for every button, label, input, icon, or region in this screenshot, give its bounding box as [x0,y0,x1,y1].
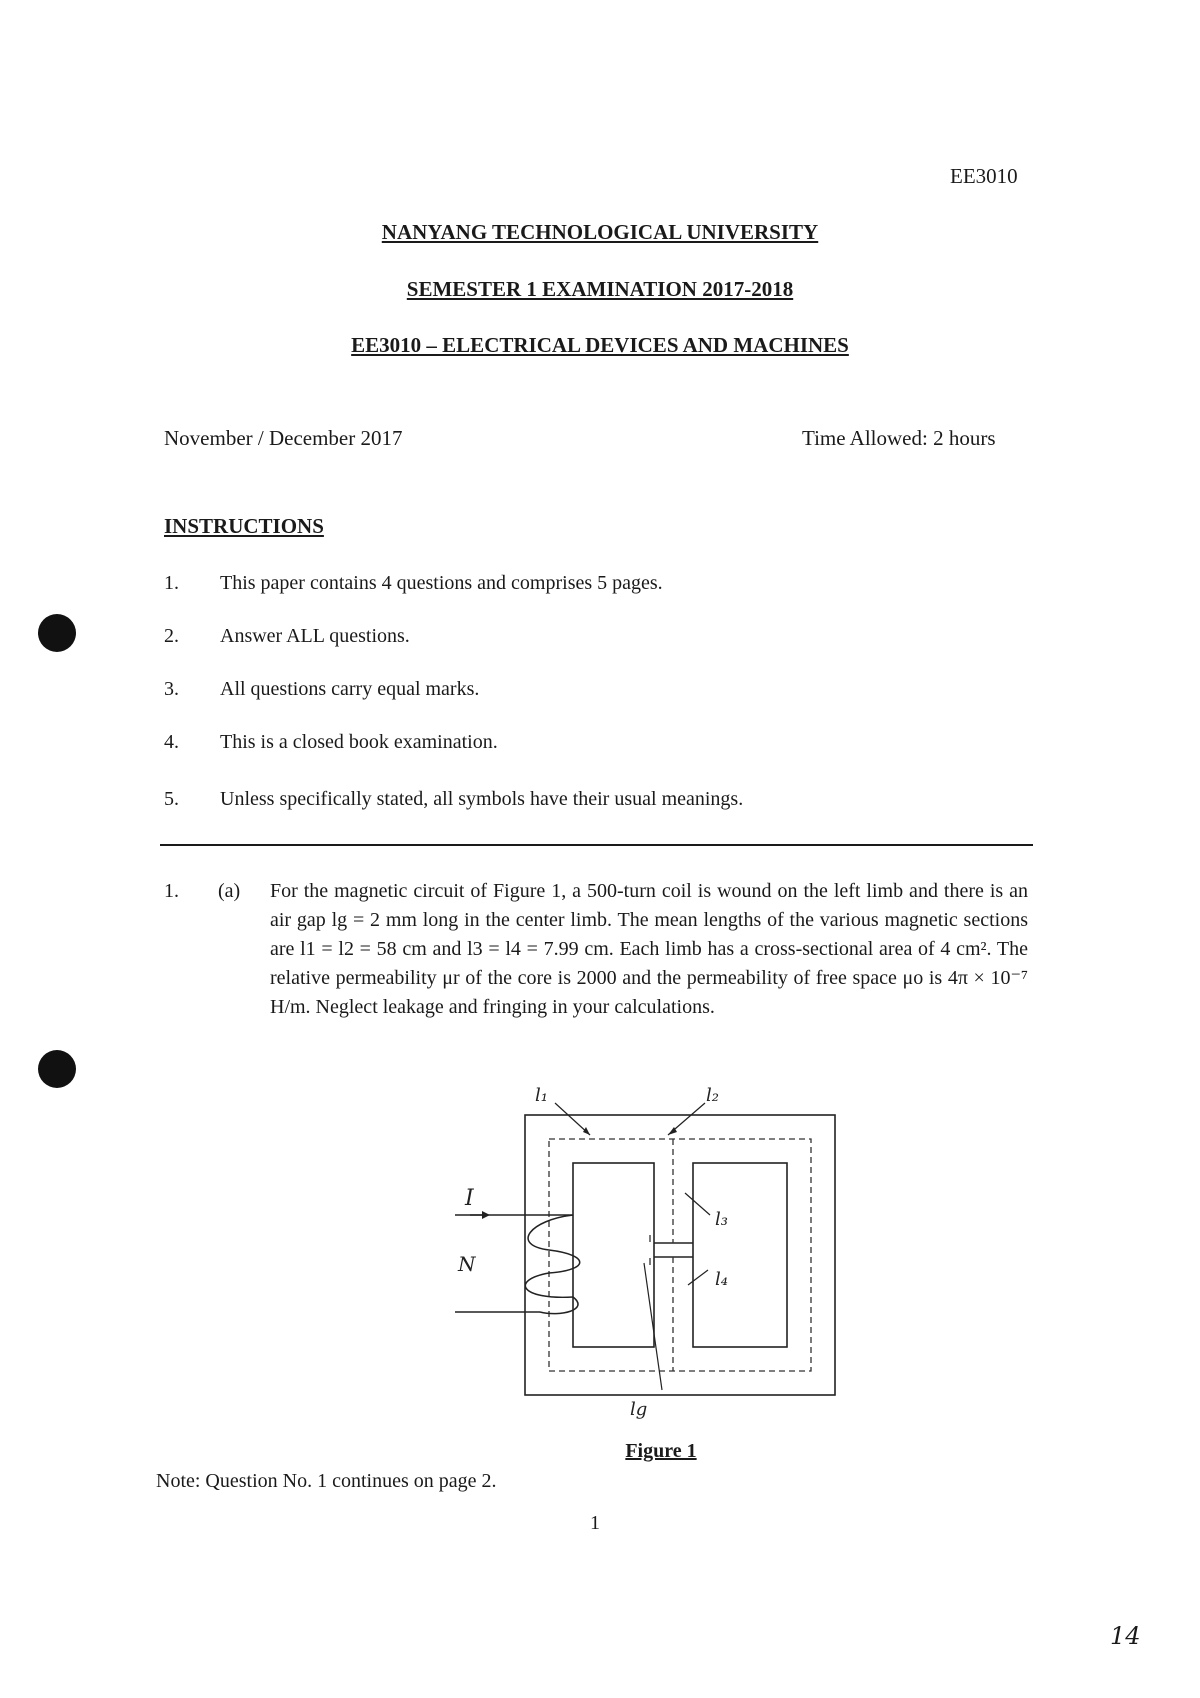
instruction-text: Answer ALL questions. [220,625,410,647]
instruction-number: 3. [164,678,179,700]
instruction-number: 5. [164,788,179,810]
semester-title: SEMESTER 1 EXAMINATION 2017-2018 [406,277,794,301]
instruction-text: Unless specifically stated, all symbols have their usual meanings. [220,788,744,810]
l1-arrow-head [583,1127,590,1135]
punch-hole [38,1050,76,1088]
label-lg: lg [630,1399,648,1420]
handwritten-mark: 14 [1110,1622,1141,1650]
instruction-text: This is a closed book examination. [220,731,498,753]
course-title: EE3010 – ELECTRICAL DEVICES AND MACHINES [351,333,849,357]
time-allowed: Time Allowed: 2 hours [802,426,996,450]
magnetic-circuit-diagram [440,1085,860,1430]
instructions-title: INSTRUCTIONS [164,514,324,538]
course-code: EE3010 [950,164,1018,188]
label-l1: l₁ [535,1085,548,1106]
instruction-number: 1. [164,572,179,594]
question-text: For the magnetic circuit of Figure 1, a 500-turn coil is wound on the left limb and there is an air gap lg = 2 mm long in the center limb. The mean lengths of the various magnetic sections are l1 = l2 = 58 cm and l3 = l4 = 7.99 cm. Each limb has a cross-sectional area of 4 cm². The relative permeability μr of the core is 2000 and the permeability of free space μo is 4π × 10⁻⁷ H/m. Neglect leakage and fringing in your calculations. [270,880,1028,1018]
question-number: 1. [164,880,179,902]
instruction-text: This paper contains 4 questions and comprises 5 pages. [220,572,663,594]
l4-leader [688,1270,708,1285]
continuation-note: Note: Question No. 1 continues on page 2. [156,1470,497,1492]
coil-turn [549,1250,580,1273]
label-current: I [465,1186,474,1211]
mean-flux-path-outer [549,1139,811,1371]
instruction-number: 2. [164,625,179,647]
instruction-text: All questions carry equal marks. [220,678,480,700]
punch-hole [38,614,76,652]
label-l4: l₄ [715,1269,728,1290]
section-divider [160,844,1033,846]
l3-leader [685,1193,710,1215]
question-part: (a) [218,880,241,902]
core-right-window [693,1163,787,1347]
label-l2: l₂ [706,1085,719,1106]
page-number: 1 [590,1512,600,1534]
label-l3: l₃ [715,1209,728,1230]
university-name: NANYANG TECHNOLOGICAL UNIVERSITY [381,220,819,244]
instruction-number: 4. [164,731,179,753]
figure-caption: Figure 1 [625,1440,697,1462]
core-left-window [573,1163,654,1347]
label-turns: N [458,1252,476,1276]
current-arrow-head [482,1211,490,1219]
coil-turn [528,1215,573,1250]
magnetic-circuit-figure [440,1085,860,1435]
exam-date: November / December 2017 [164,426,403,450]
